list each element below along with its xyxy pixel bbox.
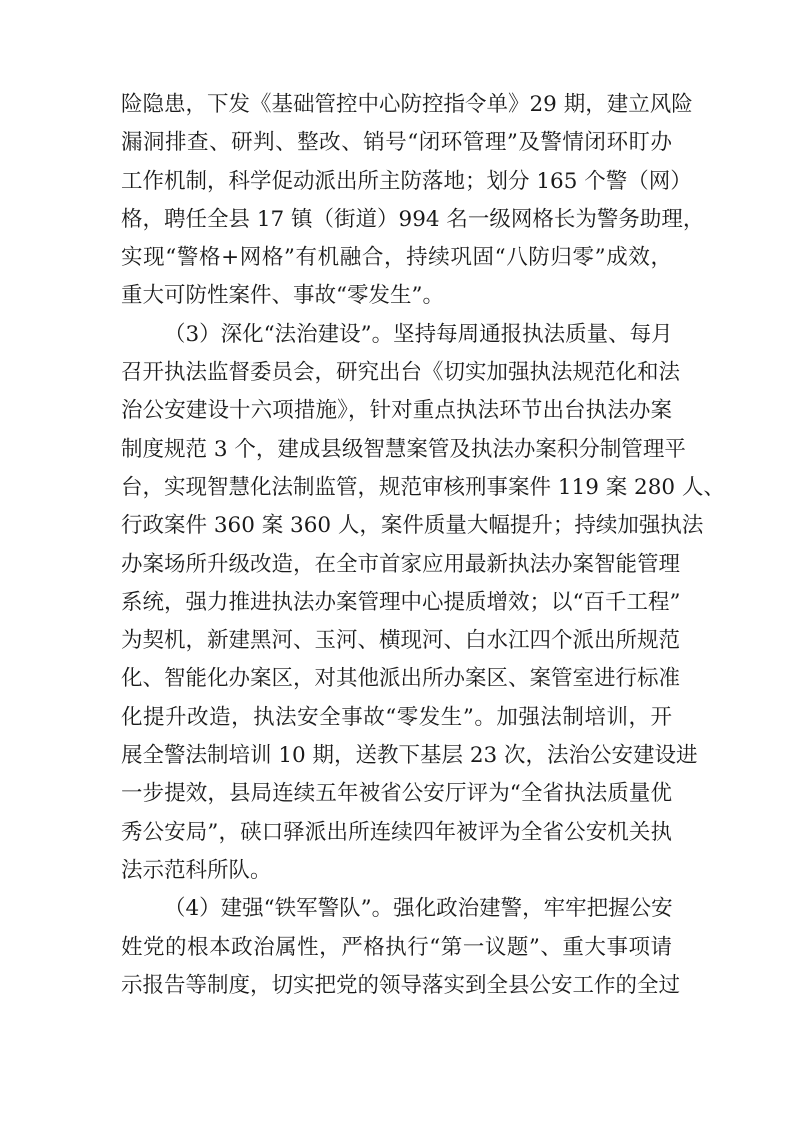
text-line: 展全警法制培训 10 期，送教下基层 23 次，法治公安建设进 [121, 743, 698, 769]
text-line: 漏洞排查、研判、整改、销号“闭环管理”及警情闭环盯办 [121, 130, 672, 156]
text-line: 秀公安局”，硖口驿派出所连续四年被评为全省公安机关执 [121, 819, 672, 845]
section-heading-line: （4）建强“铁军警队”。强化政治建警，牢牢把握公安 [164, 896, 673, 922]
text-line: 制度规范 3 个，建成县级智慧案管及执法办案积分制管理平 [121, 436, 686, 462]
text-line: 实现“警格+网格”有机融合，持续巩固“八防归零”成效， [121, 245, 672, 271]
text-line: 重大可防性案件、事故“零发生”。 [121, 283, 444, 309]
text-line: 召开执法监督委员会，研究出台《切实加强执法规范化和法 [121, 360, 681, 386]
section-heading-line: （3）深化“法治建设”。坚持每周通报执法质量、每月 [164, 321, 673, 347]
text-line: 险隐患，下发《基础管控中心防控指令单》29 期，建立风险 [121, 92, 693, 117]
text-line: 行政案件 360 案 360 人，案件质量大幅提升；持续加强执法 [121, 513, 704, 539]
text-line: 台，实现智慧化法制监管，规范审核刑事案件 119 案 280 人、 [121, 474, 725, 500]
text-line: 为契机，新建黑河、玉河、横现河、白水江四个派出所规范 [121, 628, 681, 654]
text-line: 法示范科所队。 [121, 857, 272, 883]
text-line: 姓党的根本政治属性，严格执行“第一议题”、重大事项请 [121, 934, 672, 960]
text-line: 办案场所升级改造，在全市首家应用最新执法办案智能管理 [121, 551, 681, 577]
text-line: 格，聘任全县 17 镇（街道）994 名一级网格长为警务助理， [121, 206, 705, 232]
text-line: 示报告等制度，切实把党的领导落实到全县公安工作的全过 [121, 972, 681, 998]
text-line: 一步提效，县局连续五年被省公安厅评为“全省执法质量优 [121, 781, 672, 807]
text-line: 治公安建设十六项措施》，针对重点执法环节出台执法办案 [121, 398, 672, 424]
document-body [121, 86, 725, 1005]
text-line: 系统，强力推进执法办案管理中心提质增效；以“百千工程” [121, 589, 681, 615]
text-line: 化、智能化办案区，对其他派出所办案区、案管室进行标准 [121, 666, 681, 692]
text-line: 工作机制，科学促动派出所主防落地；划分 165 个警（网） [121, 168, 692, 194]
text-line: 化提升改造，执法安全事故“零发生”。加强法制培训，开 [121, 704, 672, 730]
